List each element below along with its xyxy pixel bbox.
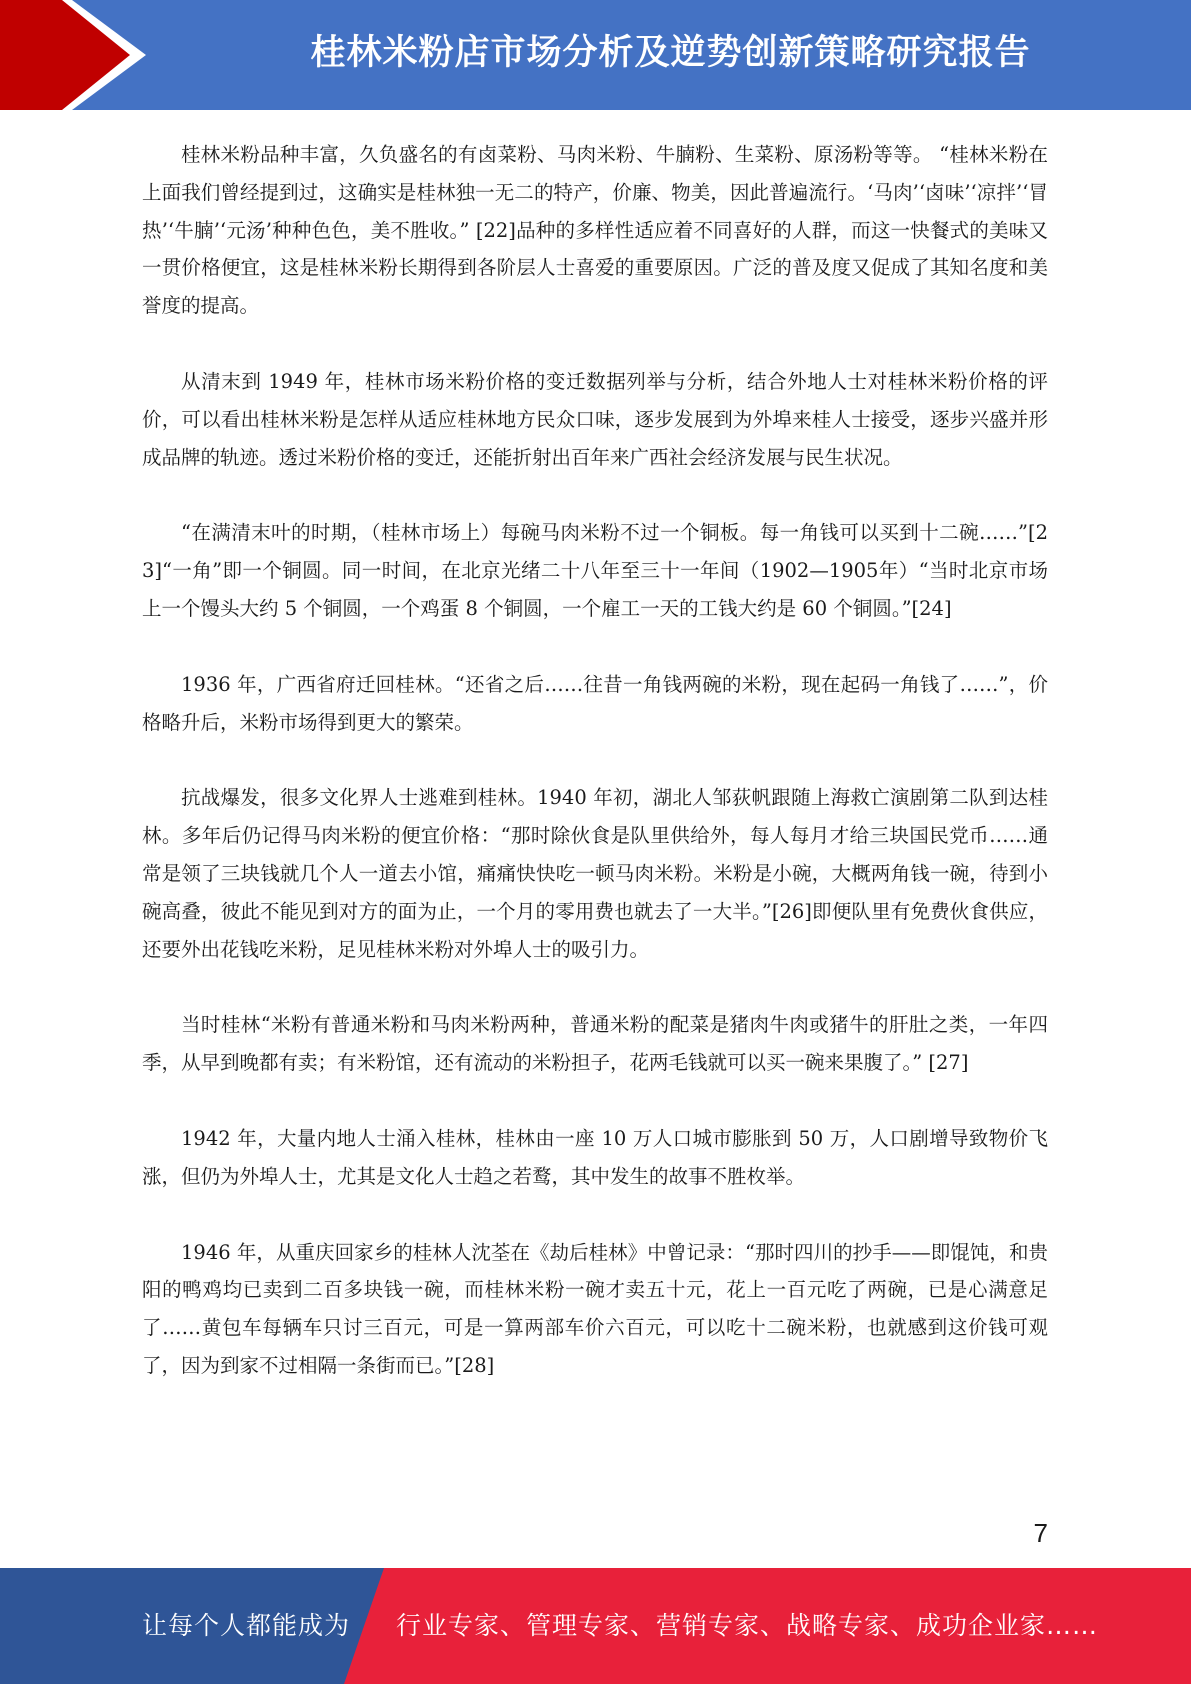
page-number: 7 bbox=[1033, 1518, 1048, 1548]
footer-slogan-right: 行业专家、管理专家、营销专家、战略专家、成功企业家…… bbox=[396, 1611, 1099, 1640]
main-content bbox=[142, 136, 1048, 1423]
footer-slogan-left: 让每个人都能成为 bbox=[142, 1611, 351, 1640]
paragraph-price-history: 从清末到 1949 年，桂林市场米粉价格的变迁数据列举与分析，结合外地人士对桂林米粉价格的评价，可以看出桂林米粉是怎样从适应桂林地方民众口味，逐步发展到为外埠来桂人士接受，逐步兴盛并形成品牌的轨迹。透过米粉价格的变迁，还能折射出百年来广西社会经济发展与民生状况。 bbox=[142, 369, 1048, 469]
paragraph-1936: 1936 年，广西省府迁回桂林。“还省之后……往昔一角钱两碗的米粉，现在起码一角钱了……”，价格略升后，米粉市场得到更大的繁荣。 bbox=[142, 672, 1048, 734]
document-title: 桂林米粉店市场分析及逆势创新策略研究报告 bbox=[310, 33, 1031, 73]
paragraph-1946: 1946 年，从重庆回家乡的桂林人沈荃在《劫后桂林》中曾记录：“那时四川的抄手——即馄饨，和贵阳的鸭鸡均已卖到二百多块钱一碗，而桂林米粉一碗才卖五十元，花上一百元吃了两碗，已是心满意足了……黄包车每辆车只讨三百元，可是一算两部车价六百元，可以吃十二碗米粉，也就感到这价钱可观了，因为到家不过相隔一条街而已。”[28] bbox=[142, 1240, 1048, 1377]
header-chevron-icon bbox=[0, 0, 160, 110]
paragraph-1942: 1942 年，大量内地人士涌入桂林，桂林由一座 10 万人口城市膨胀到 50 万，人口剧增导致物价飞涨，但仍为外埠人士，尤其是文化人士趋之若鹜，其中发生的故事不胜枚举。 bbox=[142, 1126, 1048, 1188]
paragraph-wartime: 抗战爆发，很多文化界人士逃难到桂林。1940 年初，湖北人邹荻帆跟随上海救亡演剧第二队到达桂林。多年后仍记得马肉米粉的便宜价格：“那时除伙食是队里供给外，每人每月才给三块国民党币……通常是领了三块钱就几个人一道去小馆，痛痛快快吃一顿马肉米粉。米粉是小碗，大概两角钱一碗，待到小碗高叠，彼此不能见到对方的面为止，一个月的零用费也就去了一大半。”[26]即便队里有免费伙食供应，还要外出花钱吃米粉，足见桂林米粉对外埠人士的吸引力。 bbox=[142, 786, 1048, 961]
paragraph-noodle-types: 当时桂林“米粉有普通米粉和马肉米粉两种，普通米粉的配菜是猪肉牛肉或猪牛的肝肚之类，一年四季，从早到晚都有卖；有米粉馆，还有流动的米粉担子，花两毛钱就可以买一碗来果腹了。” [27] bbox=[142, 1013, 1048, 1075]
page-footer bbox=[0, 1568, 1191, 1684]
paragraph-varieties: 桂林米粉品种丰富，久负盛名的有卤菜粉、马肉米粉、牛腩粉、生菜粉、原汤粉等等。 “桂林米粉在上面我们曾经提到过，这确实是桂林独一无二的特产，价廉、物美，因此普遍流行。‘马肉’‘卤味’‘凉拌’‘冒热’‘牛腩’‘元汤’种种色色，美不胜收。” [22]品种的多样性适应着不同喜好的人群，而这一快餐式的美味又一贯价格便宜，这是桂林米粉长期得到各阶层人士喜爱的重要原因。广泛的普及度又促成了其知名度和美誉度的提高。 bbox=[142, 143, 1048, 318]
page-header bbox=[0, 0, 1191, 110]
paragraph-qing-prices: “在满清末叶的时期，（桂林市场上）每碗马肉米粉不过一个铜板。每一角钱可以买到十二碗……”[23]“一角”即一个铜圆。同一时间，在北京光绪二十八年至三十一年间（1902—1905年）“当时北京市场上一个馒头大约 5 个铜圆，一个鸡蛋 8 个铜圆，一个雇工一天的工钱大约是 60 个铜圆。”[24] bbox=[142, 521, 1048, 620]
